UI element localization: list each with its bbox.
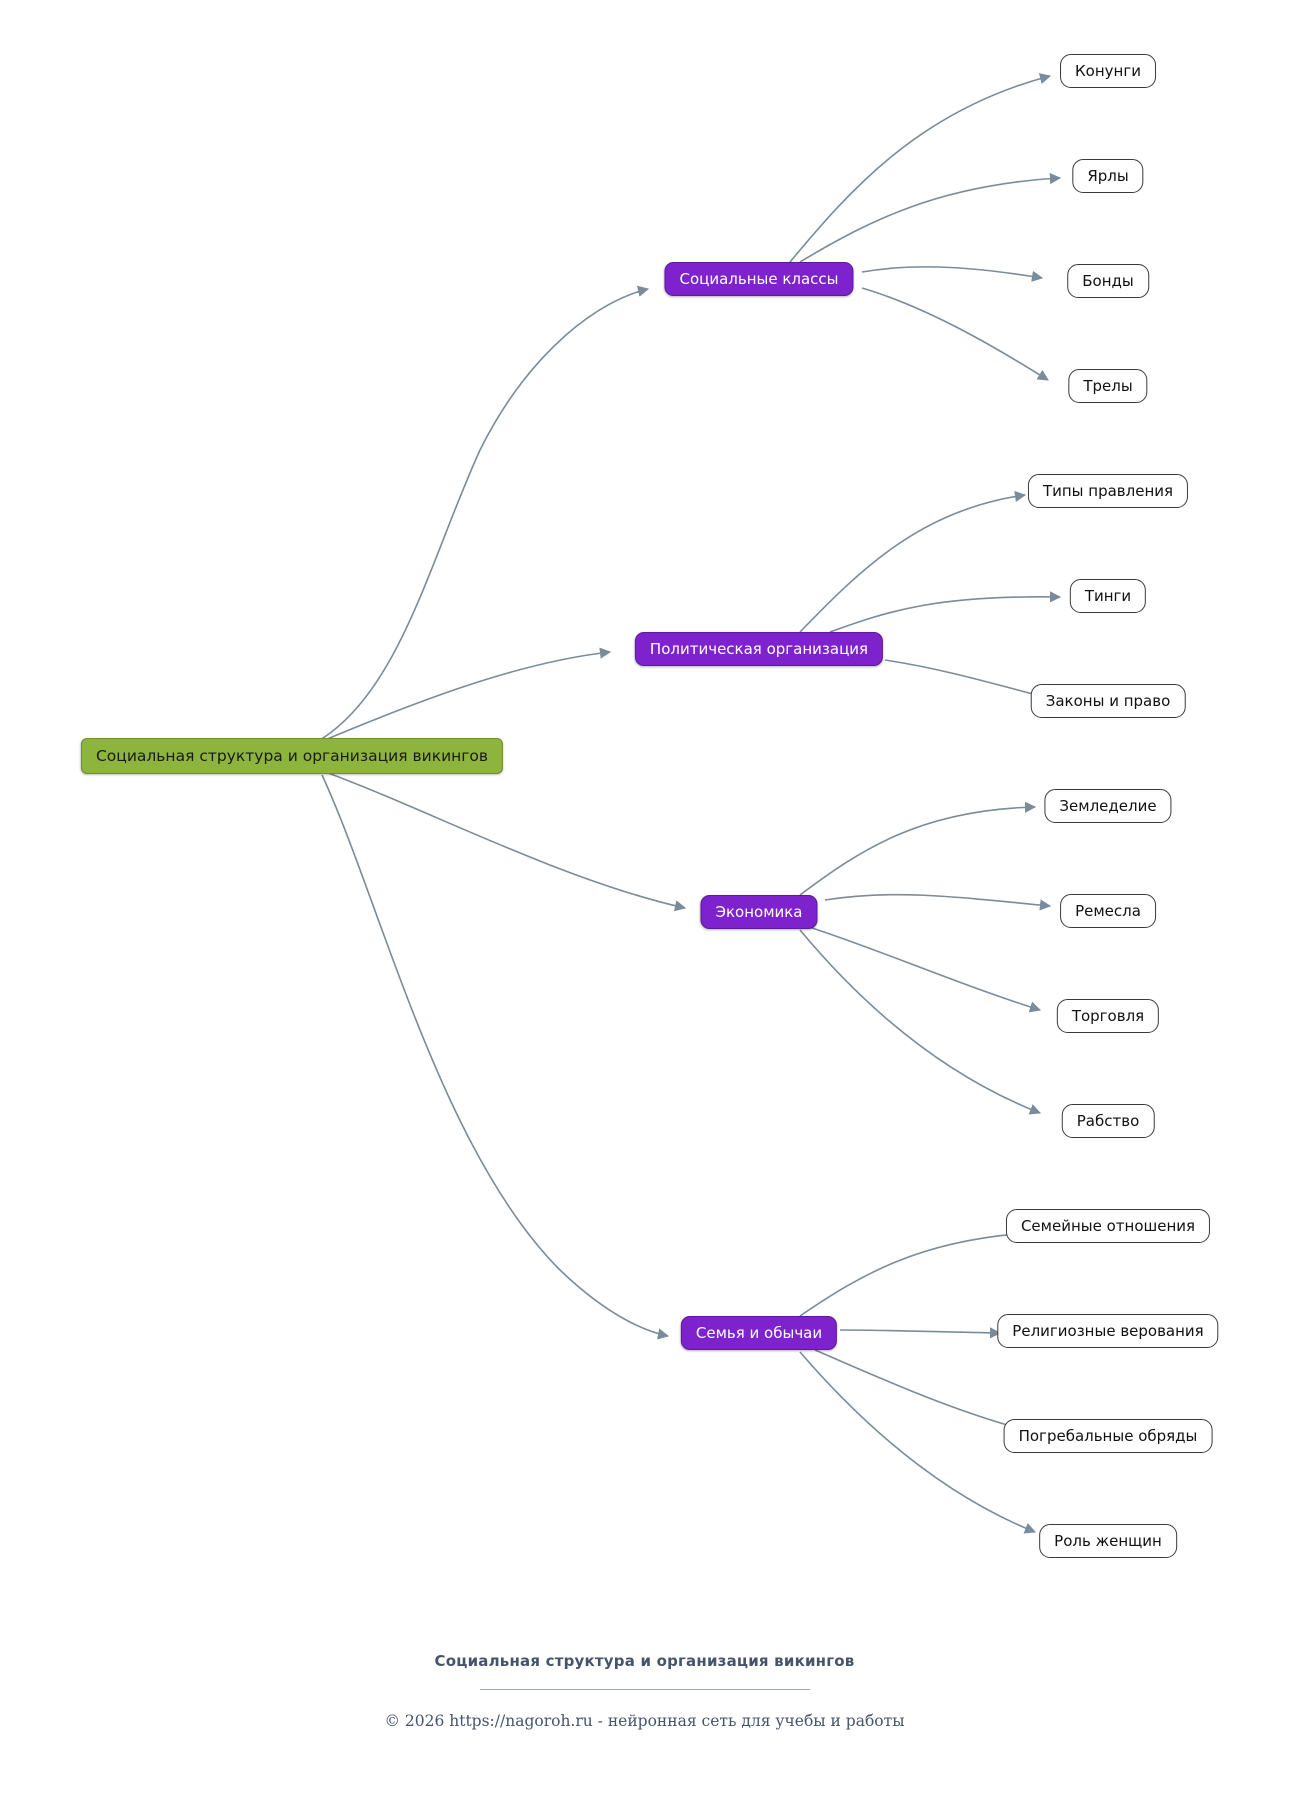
- edge-social-classes-yarly: [800, 178, 1060, 262]
- node-leaf-label: Семейные отношения: [1020, 1217, 1196, 1235]
- footer-copyright: © 2026 https://nagoroh.ru - нейронная сеть для учебы и работы: [384, 1712, 905, 1730]
- edge-economy-trade: [812, 928, 1040, 1010]
- node-leaf-types-of-government[interactable]: [1028, 474, 1188, 508]
- node-branch-political-organization[interactable]: [635, 632, 883, 666]
- node-leaf-slavery[interactable]: [1062, 1104, 1155, 1138]
- node-leaf-label: Погребальные обряды: [1018, 1427, 1198, 1445]
- node-root-label: Социальная структура и организация викингов: [95, 747, 489, 765]
- node-leaf-label: Ремесла: [1075, 902, 1141, 920]
- node-leaf-tingi[interactable]: [1070, 579, 1146, 613]
- node-leaf-role-of-women[interactable]: [1039, 1524, 1177, 1558]
- edge-family-religious-beliefs: [840, 1330, 1000, 1333]
- node-leaf-label: Рабство: [1076, 1112, 1140, 1130]
- edge-root-economy: [320, 770, 685, 908]
- node-leaf-family-relations[interactable]: [1006, 1209, 1210, 1243]
- node-branch-label: Экономика: [715, 903, 803, 921]
- edge-social-classes-trely: [862, 288, 1048, 380]
- node-branch-social-classes[interactable]: [664, 262, 853, 296]
- node-leaf-label: Конунги: [1075, 62, 1141, 80]
- node-leaf-funeral-rites[interactable]: [1004, 1419, 1213, 1453]
- node-leaf-label: Религиозные верования: [1012, 1322, 1204, 1340]
- node-leaf-laws-and-rights[interactable]: [1031, 684, 1186, 718]
- edge-family-role-of-women: [800, 1352, 1035, 1532]
- node-leaf-label: Тинги: [1084, 587, 1132, 605]
- edge-root-family-and-customs: [322, 775, 668, 1336]
- edge-political-laws-and-rights: [885, 660, 1045, 697]
- node-leaf-label: Трелы: [1083, 377, 1133, 395]
- node-leaf-religious-beliefs[interactable]: [997, 1314, 1218, 1348]
- node-leaf-yarly[interactable]: [1072, 159, 1143, 193]
- node-leaf-trely[interactable]: [1068, 369, 1147, 403]
- node-leaf-label: Земледелие: [1059, 797, 1157, 815]
- edge-economy-crafts: [825, 895, 1050, 906]
- node-leaf-label: Ярлы: [1087, 167, 1129, 185]
- edge-family-funeral-rites: [815, 1350, 1025, 1430]
- node-leaf-bondy[interactable]: [1067, 264, 1149, 298]
- node-leaf-crafts[interactable]: [1060, 894, 1156, 928]
- node-leaf-trade[interactable]: [1057, 999, 1159, 1033]
- node-branch-economy[interactable]: [700, 895, 817, 929]
- edge-political-types-of-government: [800, 495, 1025, 632]
- node-root[interactable]: [81, 738, 503, 774]
- edge-social-classes-bondy: [862, 267, 1042, 278]
- edge-social-classes-konungi: [790, 76, 1050, 262]
- edge-economy-agriculture: [800, 807, 1035, 895]
- node-leaf-label: Роль женщин: [1054, 1532, 1162, 1550]
- node-leaf-agriculture[interactable]: [1044, 789, 1171, 823]
- edge-political-tingi: [830, 597, 1060, 632]
- footer-divider: [480, 1689, 810, 1690]
- node-leaf-label: Бонды: [1082, 272, 1134, 290]
- edge-family-family-relations: [800, 1233, 1030, 1316]
- node-branch-label: Семья и обычаи: [695, 1324, 823, 1342]
- node-branch-label: Политическая организация: [649, 640, 869, 658]
- node-branch-label: Социальные классы: [679, 270, 839, 288]
- edge-root-political-organization: [320, 652, 610, 742]
- edge-economy-slavery: [800, 930, 1040, 1113]
- node-leaf-konungi[interactable]: [1060, 54, 1156, 88]
- edge-root-social-classes: [320, 289, 648, 740]
- node-leaf-label: Законы и право: [1045, 692, 1171, 710]
- node-leaf-label: Торговля: [1071, 1007, 1145, 1025]
- footer-title: Социальная структура и организация викингов: [434, 1652, 855, 1670]
- node-leaf-label: Типы правления: [1042, 482, 1174, 500]
- node-branch-family-and-customs[interactable]: [681, 1316, 837, 1350]
